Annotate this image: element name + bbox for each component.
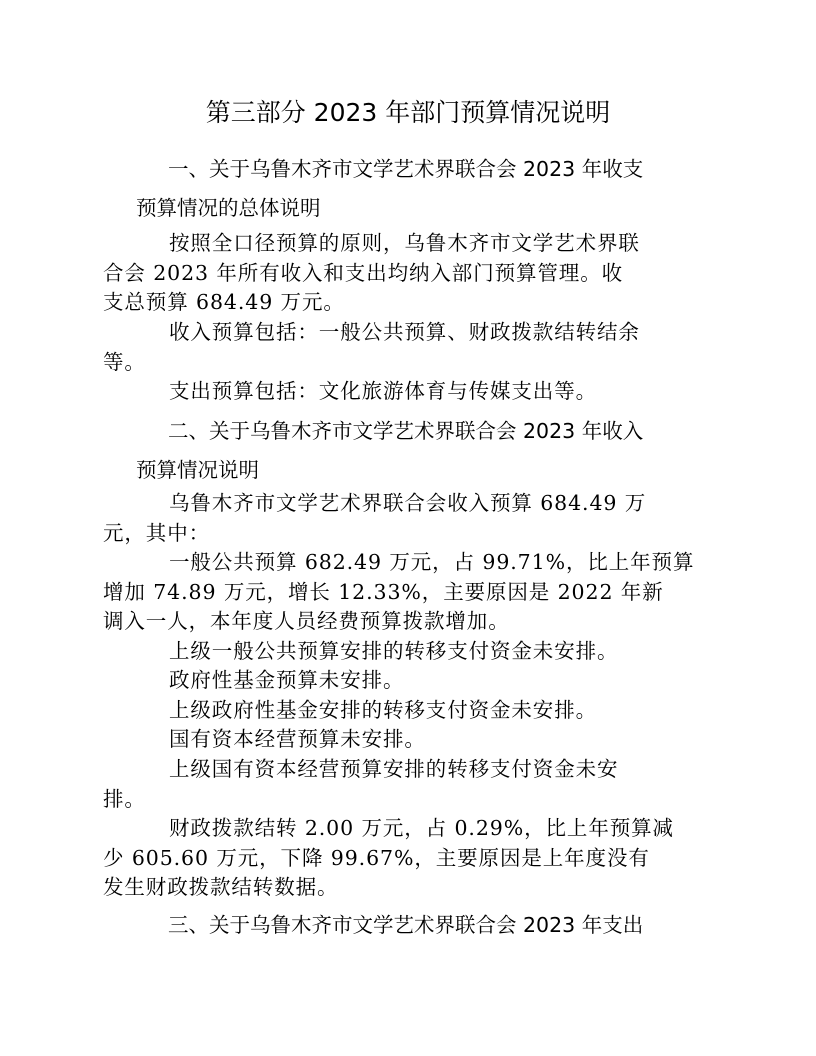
paragraph-line: 上级政府性基金安排的转移支付资金未安排。 xyxy=(169,698,597,722)
paragraph-line: 发生财政拨款结转数据。 xyxy=(103,875,339,899)
paragraph-line: 元，其中： xyxy=(103,520,210,545)
section-1-paragraph-1 xyxy=(103,229,684,318)
section-2-paragraph-3 xyxy=(136,637,684,667)
section-2-paragraph-6 xyxy=(136,725,684,755)
section-1-heading-line-2: 预算情况的总体说明 xyxy=(136,196,321,220)
paragraph-line: 上级一般公共预算安排的转移支付资金未安排。 xyxy=(169,639,619,663)
paragraph-line: 增加 74.89 万元，增长 12.33%，主要原因是 2022 年新 xyxy=(103,579,664,604)
paragraph-line: 等。 xyxy=(103,349,146,374)
section-2-paragraph-1 xyxy=(103,489,684,548)
section-2-heading-line-2: 预算情况说明 xyxy=(136,458,259,482)
paragraph-line: 乌鲁木齐市文学艺术界联合会收入预算 684.49 万 xyxy=(169,491,647,515)
paragraph-line: 排。 xyxy=(103,786,146,811)
section-2-paragraph-7 xyxy=(103,755,684,814)
section-1-paragraph-2 xyxy=(103,318,684,377)
paragraph-line: 财政拨款结转 2.00 万元，占 0.29%，比上年预算减 xyxy=(169,816,674,840)
section-2-paragraph-4 xyxy=(136,666,684,696)
section-2-heading xyxy=(136,412,684,490)
section-3-heading xyxy=(136,906,684,945)
section-1-heading-line-1: 一、关于乌鲁木齐市文学艺术界联合会 2023 年收支 xyxy=(168,157,644,181)
section-1-heading xyxy=(136,150,684,228)
paragraph-line: 支总预算 684.49 万元。 xyxy=(103,290,345,314)
paragraph-line: 支出预算包括：文化旅游体育与传媒支出等。 xyxy=(169,379,597,403)
section-3-heading-line-1: 三、关于乌鲁木齐市文学艺术界联合会 2023 年支出 xyxy=(168,913,644,937)
paragraph-line: 政府性基金预算未安排。 xyxy=(169,668,405,692)
section-2-paragraph-2 xyxy=(103,548,695,637)
page-title: 第三部分 2023 年部门预算情况说明 xyxy=(205,98,611,127)
paragraph-line: 按照全口径预算的原则，乌鲁木齐市文学艺术界联 xyxy=(169,231,640,255)
section-2-paragraph-5 xyxy=(136,696,684,726)
section-2-paragraph-8 xyxy=(103,814,684,903)
paragraph-line: 上级国有资本经营预算安排的转移支付资金未安 xyxy=(169,757,619,781)
paragraph-line: 一般公共预算 682.49 万元，占 99.71%，比上年预算 xyxy=(169,550,695,574)
section-1-paragraph-3 xyxy=(136,377,684,407)
section-2-heading-line-1: 二、关于乌鲁木齐市文学艺术界联合会 2023 年收入 xyxy=(168,419,644,443)
paragraph-line: 合会 2023 年所有收入和支出均纳入部门预算管理。收 xyxy=(103,260,624,285)
paragraph-line: 收入预算包括：一般公共预算、财政拨款结转结余 xyxy=(169,320,640,344)
paragraph-line: 国有资本经营预算未安排。 xyxy=(169,727,426,751)
paragraph-line: 少 605.60 万元，下降 99.67%，主要原因是上年度没有 xyxy=(103,845,650,870)
paragraph-line: 调入一人，本年度人员经费预算拨款增加。 xyxy=(103,609,510,633)
